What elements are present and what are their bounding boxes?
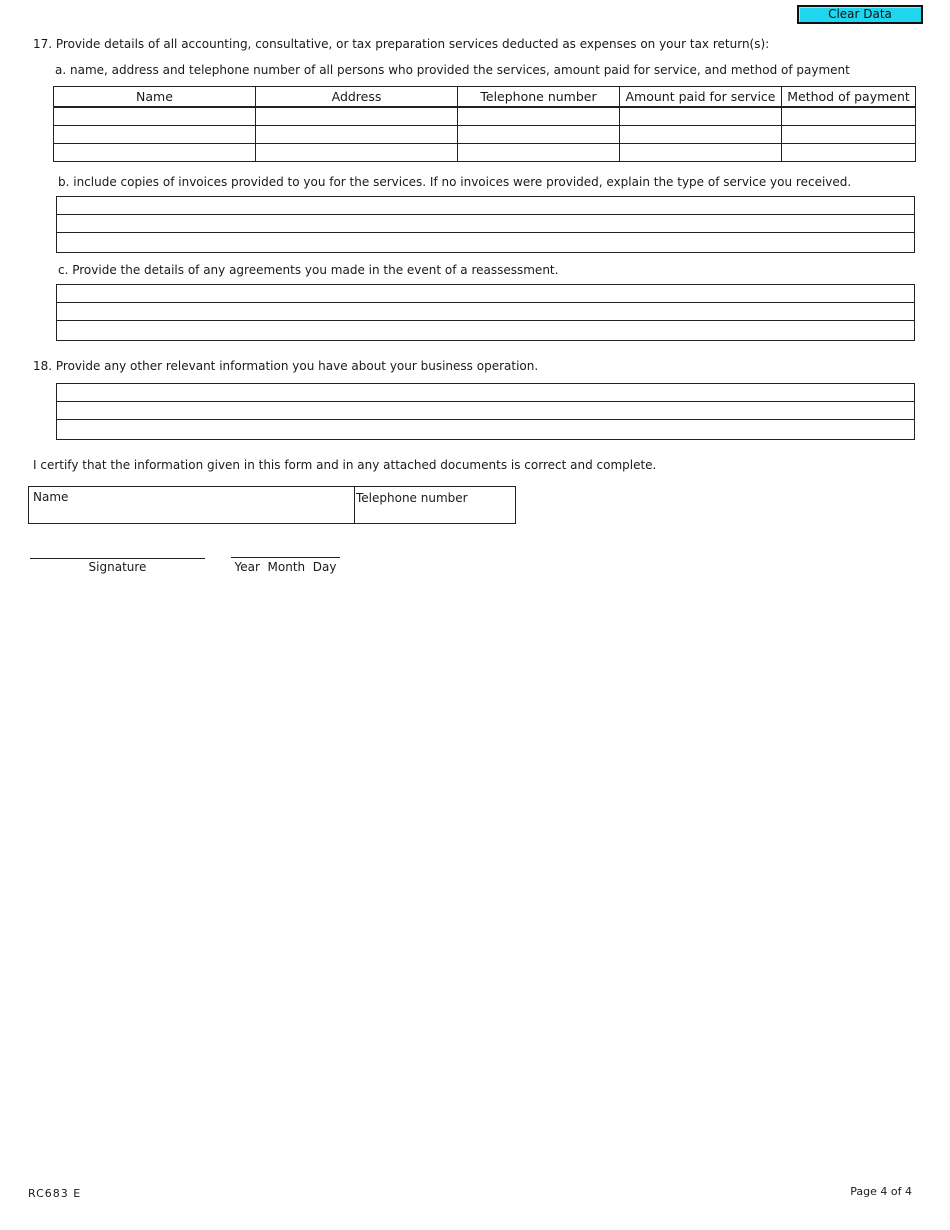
row1-name-input[interactable]: [54, 108, 255, 125]
row3-amount-input[interactable]: [620, 144, 781, 161]
q18-textarea[interactable]: [56, 383, 915, 440]
cert-telephone-label: Telephone number: [356, 491, 468, 505]
services-table: [53, 86, 916, 162]
q17b-label: b. include copies of invoices provided to you for the services. If no invoices were provided, explain the type of service you received.: [58, 175, 852, 189]
row3-name-input[interactable]: [54, 144, 255, 161]
table-row: [54, 126, 916, 144]
row1-method-input[interactable]: [782, 108, 915, 125]
clear-data-button[interactable]: Clear Data: [797, 5, 923, 24]
date-label: Year Month Day: [234, 560, 337, 574]
q18-line: [57, 384, 914, 402]
col-header-telephone: Telephone number: [458, 87, 620, 108]
row1-amount-input[interactable]: [620, 108, 781, 125]
col-header-name: Name: [54, 87, 256, 108]
table-row: [54, 144, 916, 162]
form-code: RC683 E: [28, 1187, 82, 1200]
q17c-label: c. Provide the details of any agreements you made in the event of a reassessment.: [58, 263, 559, 277]
date-line[interactable]: [231, 557, 340, 558]
row3-address-input[interactable]: [256, 144, 457, 161]
cert-name-label: Name: [33, 490, 69, 504]
col-header-amount: Amount paid for service: [620, 87, 782, 108]
q17c-line: [57, 321, 914, 338]
services-table-header: [54, 87, 916, 108]
q18-label: 18. Provide any other relevant information you have about your business operation.: [33, 359, 539, 373]
signature-label: Signature: [88, 560, 147, 574]
row3-method-input[interactable]: [782, 144, 915, 161]
row3-telephone-input[interactable]: [458, 144, 619, 161]
col-header-method: Method of payment: [782, 87, 916, 108]
q17b-textarea[interactable]: [56, 196, 915, 253]
q18-line: [57, 420, 914, 437]
q17-intro: 17. Provide details of all accounting, consultative, or tax preparation services deducted as expenses on your tax return(s):: [33, 37, 770, 51]
cert-name-field[interactable]: [28, 486, 355, 524]
row2-address-input[interactable]: [256, 126, 457, 143]
q17a-label: a. name, address and telephone number of all persons who provided the services, amount paid for service, and method of payment: [55, 63, 850, 77]
row1-telephone-input[interactable]: [458, 108, 619, 125]
q17b-line: [57, 233, 914, 250]
q17b-line: [57, 215, 914, 233]
col-header-address: Address: [256, 87, 458, 108]
q17c-textarea[interactable]: [56, 284, 915, 341]
row1-address-input[interactable]: [256, 108, 457, 125]
cert-telephone-field[interactable]: [354, 486, 516, 524]
q17c-line: [57, 285, 914, 303]
row2-telephone-input[interactable]: [458, 126, 619, 143]
page-number: Page 4 of 4: [850, 1185, 912, 1198]
row2-amount-input[interactable]: [620, 126, 781, 143]
signature-line[interactable]: [30, 558, 205, 559]
row2-name-input[interactable]: [54, 126, 255, 143]
row2-method-input[interactable]: [782, 126, 915, 143]
q18-line: [57, 402, 914, 420]
table-row: [54, 107, 916, 126]
certification-statement: I certify that the information given in this form and in any attached documents is correct and complete.: [33, 458, 657, 472]
q17b-line: [57, 197, 914, 215]
q17c-line: [57, 303, 914, 321]
